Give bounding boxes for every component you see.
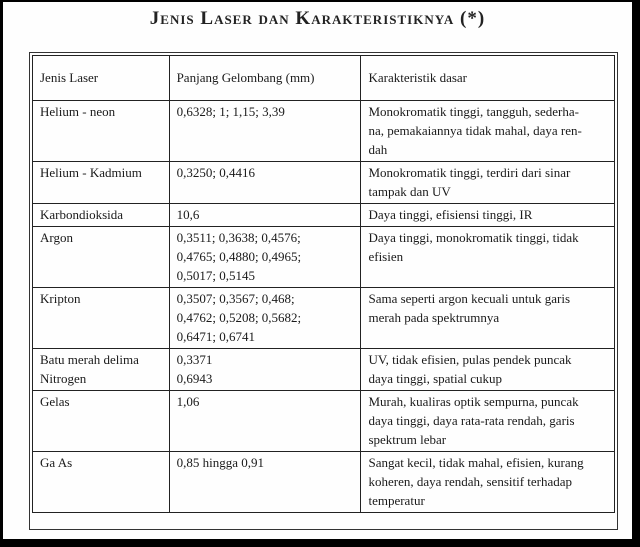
cell-text-line: Kripton [40, 291, 81, 306]
cell-text-line: Daya tinggi, efisiensi tinggi, IR [368, 207, 533, 222]
cell-text-line: 0,4765; 0,4880; 0,4965; [176, 249, 302, 264]
cell-text-line: Murah, kualiras optik sempurna, puncak [368, 394, 579, 409]
cell-karakteristik [361, 101, 615, 162]
cell-text-line: na, pemakaiannya tidak mahal, daya ren- [368, 123, 582, 138]
table-row [33, 349, 615, 391]
cell-text-line: Nitrogen [40, 371, 87, 386]
header-panjang-gelombang: Panjang Gelombang (mm) [169, 56, 361, 101]
cell-karakteristik [361, 288, 615, 349]
table-row [33, 288, 615, 349]
table-row [33, 101, 615, 162]
cell-jenis-laser [33, 101, 170, 162]
header-jenis-laser: Jenis Laser [33, 56, 170, 101]
cell-panjang-gelombang [169, 227, 361, 288]
cell-text-line: 0,3507; 0,3567; 0,468; [176, 291, 295, 306]
cell-jenis-laser [33, 162, 170, 204]
cell-panjang-gelombang [169, 452, 361, 513]
cell-panjang-gelombang [169, 288, 361, 349]
cell-text-line: koheren, daya rendah, sensitif terhadap [368, 474, 573, 489]
cell-jenis-laser [33, 391, 170, 452]
page-title: Jenis Laser dan Karakteristiknya (*) [149, 8, 486, 29]
table-row [33, 452, 615, 513]
cell-text-line: 1,06 [176, 394, 200, 409]
cell-text-line: Sangat kecil, tidak mahal, efisien, kurang [368, 455, 584, 470]
cell-text-line: Sama seperti argon kecuali untuk garis [368, 291, 571, 306]
cell-text-line: Monokromatik tinggi, terdiri dari sinar [368, 165, 571, 180]
cell-text-line: 0,3250; 0,4416 [176, 165, 255, 180]
cell-text-line: temperatur [368, 493, 425, 508]
cell-text-line: Helium - neon [40, 104, 116, 119]
cell-text-line: merah pada spektrumnya [368, 310, 500, 325]
cell-jenis-laser [33, 452, 170, 513]
table-row [33, 162, 615, 204]
cell-text-line: efisien [368, 249, 404, 264]
cell-karakteristik [361, 391, 615, 452]
cell-text-line: tampak dan UV [368, 184, 451, 199]
cell-karakteristik [361, 162, 615, 204]
cell-karakteristik [361, 452, 615, 513]
cell-text-line: spektrum lebar [368, 432, 447, 447]
cell-jenis-laser [33, 204, 170, 227]
cell-text-line: Gelas [40, 394, 70, 409]
cell-text-line: daya tinggi, spatial cukup [368, 371, 503, 386]
cell-text-line: 0,3371 [176, 352, 213, 367]
cell-text-line: daya tinggi, daya rata-rata rendah, garis [368, 413, 575, 428]
cell-text-line: 0,6471; 0,6741 [176, 329, 255, 344]
cell-jenis-laser [33, 288, 170, 349]
cell-text-line: 0,6943 [176, 371, 213, 386]
cell-text-line: 0,3511; 0,3638; 0,4576; [176, 230, 301, 245]
cell-text-line: 10,6 [176, 207, 200, 222]
cell-text-line: 0,6328; 1; 1,15; 3,39 [176, 104, 285, 119]
cell-karakteristik [361, 204, 615, 227]
cell-karakteristik [361, 227, 615, 288]
cell-jenis-laser [33, 349, 170, 391]
cell-karakteristik [361, 349, 615, 391]
header-karakteristik: Karakteristik dasar [361, 56, 615, 101]
table-body [33, 101, 615, 513]
cell-panjang-gelombang [169, 349, 361, 391]
table-header-row [33, 56, 615, 101]
laser-table [32, 55, 615, 513]
cell-text-line: Argon [40, 230, 73, 245]
cell-panjang-gelombang [169, 391, 361, 452]
cell-jenis-laser [33, 227, 170, 288]
cell-text-line: dah [368, 142, 388, 157]
cell-text-line: Helium - Kadmium [40, 165, 142, 180]
table-row [33, 391, 615, 452]
cell-text-line: Ga As [40, 455, 73, 470]
cell-panjang-gelombang [169, 162, 361, 204]
cell-text-line: Daya tinggi, monokromatik tinggi, tidak [368, 230, 579, 245]
cell-text-line: Monokromatik tinggi, tangguh, sederha- [368, 104, 579, 119]
cell-panjang-gelombang [169, 204, 361, 227]
cell-text-line: 0,4762; 0,5208; 0,5682; [176, 310, 302, 325]
cell-panjang-gelombang [169, 101, 361, 162]
cell-text-line: Batu merah delima [40, 352, 139, 367]
table-row [33, 204, 615, 227]
cell-text-line: Karbondioksida [40, 207, 124, 222]
cell-text-line: 0,85 hingga 0,91 [176, 455, 264, 470]
cell-text-line: UV, tidak efisien, pulas pendek puncak [368, 352, 572, 367]
cell-text-line: 0,5017; 0,5145 [176, 268, 255, 283]
table-row [33, 227, 615, 288]
